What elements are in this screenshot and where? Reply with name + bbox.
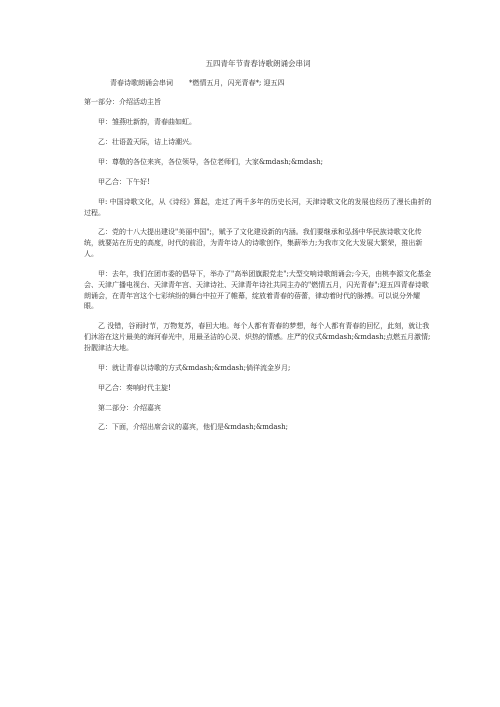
section-heading: 第一部分：介绍活动主旨 (84, 98, 161, 107)
paragraph: 甲：去年，我们在团市委的倡导下，举办了"高举团旗跟党走";大型交响诗歌朗诵会;今天，由桃李源文化基金会、天津广播电视台、天津青年宫、天津诗社、天津青年诗社共同主办的"燃情五月，闪光青春";迎五四青春诗歌朗诵会，在青年宫这个七彩缤纷的舞台中拉开了帷幕，绽放着青春的蓓蕾，律动着时代的脉搏。可以说分外耀眼。 (84, 269, 432, 311)
paragraph: 甲乙合：奏响时代主旋! (98, 383, 171, 392)
paragraph: 乙：下面，介绍出席会议的嘉宾，他们是&mdash;&mdash; (98, 423, 288, 432)
paragraph: 甲：尊敬的各位来宾，各位领导，各位老师们，大家&mdash;&mdash; (98, 158, 323, 166)
document-subtitle (84, 78, 432, 89)
paragraph: 甲：就让青春以诗歌的方式&mdash;&mdash;倘徉流金岁月; (98, 363, 291, 372)
paragraph: 乙 没错，谷雨时节，万物复苏，春回大地。每个人都有青春的梦想，每个人都有青春的回忆，此刻，就让我们沐浴在这片最美的海河春光中，用最圣洁的心灵、炽热的情感。庄严的仪式&mdash;&mdash;点燃五月激情;扮靓津沽大地。 (84, 322, 431, 352)
paragraph: 甲：雏燕吐新韵，青春曲如虹。 (98, 118, 196, 127)
paragraph: 甲乙合：下午好! (98, 177, 150, 186)
paragraph: 乙：壮语盈天际，诘上诗潮兴。 (98, 138, 196, 147)
document-title: 五四青年节青春诗歌朗诵会串词 (205, 59, 311, 68)
section-heading: 第二部分：介绍嘉宾 (98, 403, 161, 412)
subtitle-right: *燃情五月，闪光青春*; 迎五四 (189, 78, 285, 87)
paragraph: 甲: 中国诗歌文化，从《诗经》算起，走过了两千多年的历史长河，天津诗歌文化的发展也经历了漫长曲折的过程。 (84, 197, 432, 217)
paragraph: 乙：党的十八大提出建设"美丽中国";，赋予了文化建设新的内涵。我们要继承和弘扬中华民族诗歌文化传统，就要站在历史的高度，时代的前沿，为青年诗人的诗歌创作，集薪举力;为我市文化大发展大繁荣，推出新人。 (84, 228, 423, 259)
subtitle-left: 青春诗歌朗诵会串词 (110, 78, 173, 87)
document-page (84, 58, 432, 442)
